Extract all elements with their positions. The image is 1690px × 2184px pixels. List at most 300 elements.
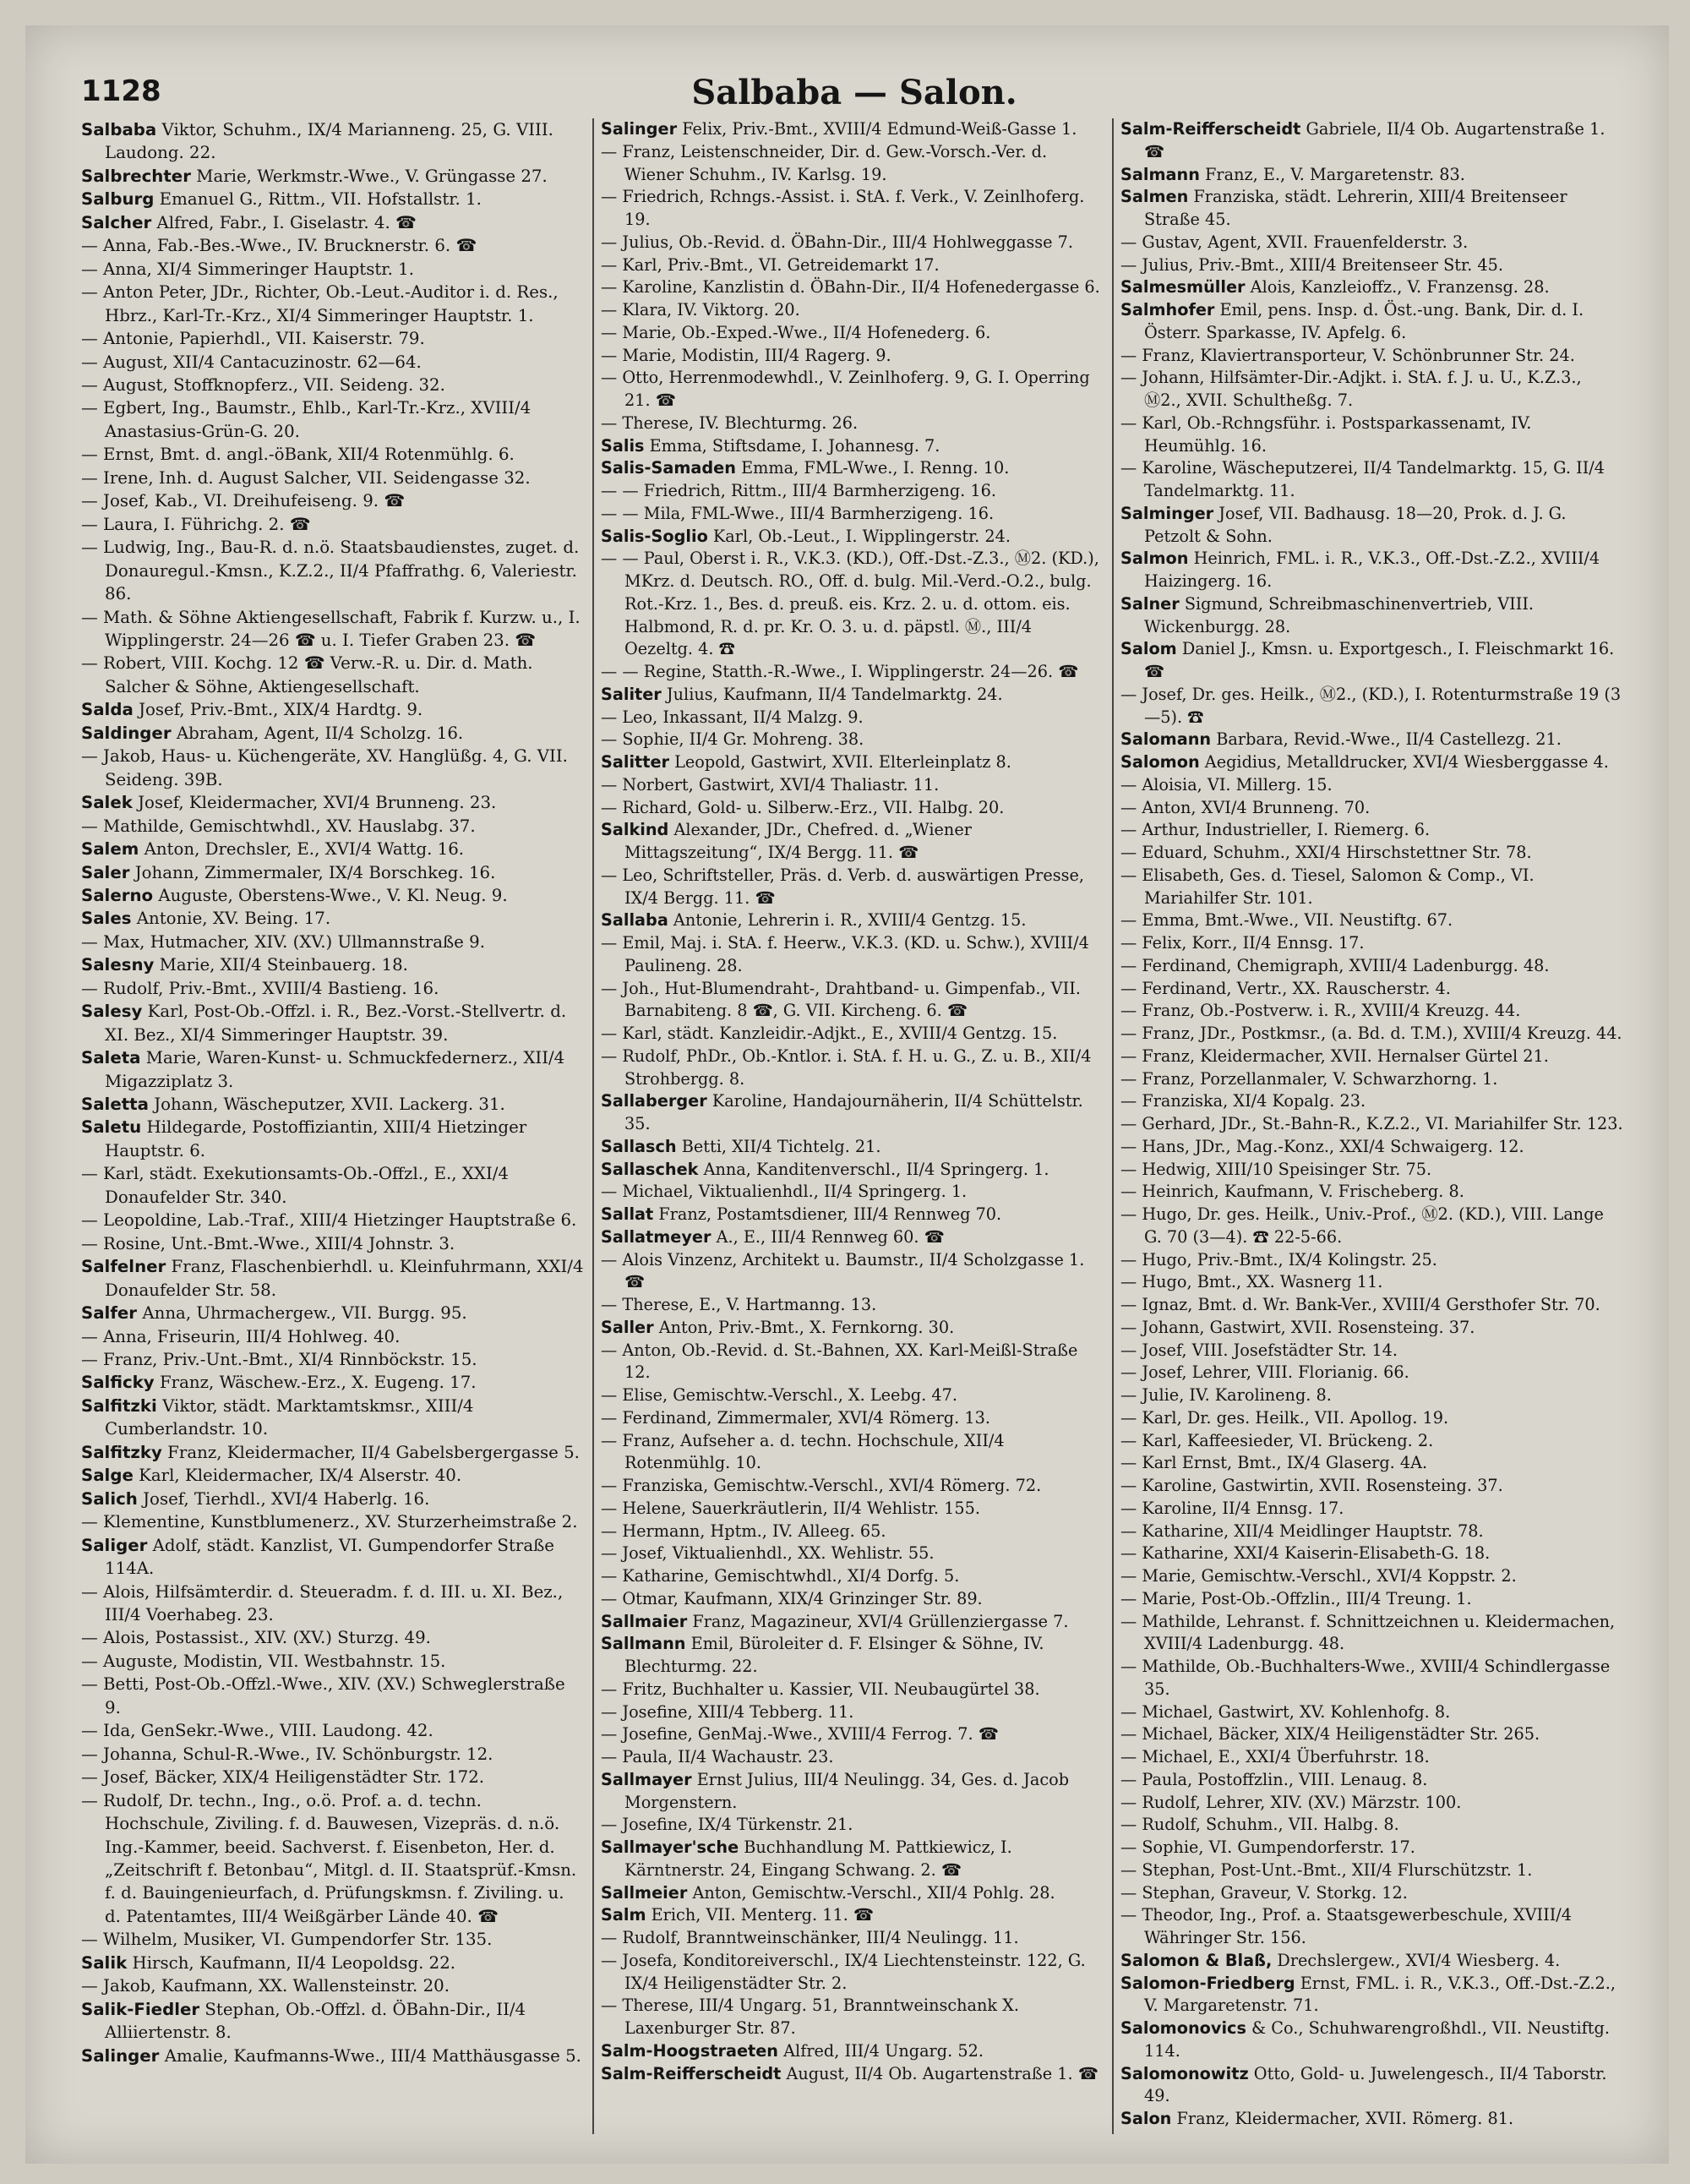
entry-details: — Karl, Priv.-Bmt., VI. Getreidemarkt 17. [601,254,940,275]
directory-entry [1120,1090,1623,1113]
directory-entry [1120,978,1623,1001]
entry-details: — Franz, Ob.-Postverw. i. R., XVIII/4 Kreuzg. 44. [1120,1001,1521,1021]
entry-details: Erich, VII. Menterg. 11. ☎ [646,1905,874,1925]
directory-entry [601,1565,1104,1588]
entry-details: — Julie, IV. Karolineng. 8. [1120,1385,1332,1405]
directory-entry [1120,1746,1623,1769]
entry-surname: Saleta [81,1048,141,1068]
entry-details: — Rudolf, Branntweinschänker, III/4 Neulingg. 11. [601,1928,1019,1947]
directory-entry [1120,1430,1623,1453]
entry-details: Betti, XII/4 Tichtelg. 21. [676,1136,881,1156]
directory-entry [601,1430,1104,1476]
entry-surname: Sallaschek [601,1159,699,1179]
entry-details: — Josefine, IX/4 Türkenstr. 21. [601,1815,853,1835]
entry-surname: Salis-Samaden [601,458,736,478]
directory-entry [1120,1113,1623,1136]
directory-entry [601,1204,1104,1226]
directory-entry [81,118,584,165]
entry-details: Leopold, Gastwirt, XVII. Elterleinplatz 8. [669,752,1011,772]
directory-entry [601,774,1104,797]
entry-details: Anton, Drechsler, E., XVI/4 Wattg. 16. [139,839,465,860]
directory-entry [1120,593,1623,639]
directory-entry [81,188,584,210]
directory-entry [601,819,1104,865]
entry-surname: Salon [1120,2109,1172,2128]
directory-entry [81,838,584,860]
directory-entry [1120,1204,1623,1249]
entry-details: — Franziska, XI/4 Kopalg. 23. [1120,1091,1366,1111]
directory-entry [1120,1950,1623,1973]
entry-surname: Saletta [81,1095,149,1115]
directory-entry [601,435,1104,458]
entry-surname: Salis-Soglio [601,526,708,546]
directory-entry [81,2045,584,2067]
directory-entry [1120,503,1623,549]
directory-entry [81,1255,584,1302]
directory-entry [601,932,1104,978]
entry-details: — Ludwig, Ing., Bau-R. d. n.ö. Staatsbaudienstes, zuget. d. Donauregul.-Kmsn., K.Z.2., II/4 Pfaffrathg. 6, Valeriestr. 86. [81,538,580,604]
entry-surname: Salerno [81,885,154,905]
entry-details: Antonie, XV. Being. 17. [131,909,331,929]
directory-entry [1120,186,1623,232]
directory-entry [1120,1814,1623,1837]
directory-entry [601,1226,1104,1249]
entry-details: Amalie, Kaufmanns-Wwe., III/4 Matthäusgasse 5. [159,2045,581,2066]
entry-details: — Ferdinand, Vertr., XX. Rauscherstr. 4. [1120,978,1451,998]
directory-entry [601,1633,1104,1679]
entry-details: — Karoline, Gastwirtin, XVII. Rosensteing. 37. [1120,1476,1503,1495]
directory-entry [1120,955,1623,978]
entry-surname: Salesny [81,955,155,975]
entry-surname: Sallmeier [601,1882,688,1903]
entry-surname: Salis [601,435,645,456]
entry-details: — Franz, Leistenschneider, Dir. d. Gew.-Vorsch.-Ver. d. Wiener Schuhm., IV. Karlsg. 19. [601,141,1048,184]
directory-entry [1120,729,1623,751]
entry-details: — Therese, IV. Blechturmg. 26. [601,412,859,433]
entry-details: — Anton, XVI/4 Brunneng. 70. [1120,797,1371,817]
directory-entry [601,2063,1104,2086]
entry-details: — Alois, Postassist., XIV. (XV.) Sturzg. 49. [81,1628,431,1648]
entry-details: — Karl, Dr. ges. Heilk., VII. Apollog. 19. [1120,1407,1449,1428]
entry-details: — Julius, Priv.-Bmt., XIII/4 Breitenseer Str. 45. [1120,254,1503,275]
directory-entry [601,2040,1104,2063]
directory-entry [1120,1340,1623,1362]
directory-entry [1120,1452,1623,1475]
entry-surname: Salm-Hoogstraeten [601,2040,779,2061]
entry-details: — Jakob, Kaufmann, XX. Wallensteinstr. 20. [81,1976,450,1996]
directory-entry [81,165,584,188]
directory-entry [81,1116,584,1162]
entry-details: Auguste, Oberstens-Wwe., V. Kl. Neug. 9. [153,885,508,905]
directory-entry [601,299,1104,322]
directory-entry [601,1882,1104,1905]
entry-surname: Saler [81,862,130,882]
directory-entry [601,1498,1104,1521]
entry-details: — Rudolf, Dr. techn., Ing., o.ö. Prof. a. d. techn. Hochschule, Ziviling. f. d. Bauwesen, Vizepräs. d. n.ö. Ing.-Kammer, beeid. Sachverst. f. Eisenbeton, Her. d. „Zeitschrift f. Betonbau“, Mitgl. d. II. Staatsprüf.-Kmsn. f. d. Bauingenieurfach, d. Prüfungskmsn. f. Ziviling. u. d. Patentamtes, III/4 Weißgärber Lände 40. ☎ [81,1790,577,1926]
directory-entry [601,1317,1104,1340]
entry-details: — Gerhard, JDr., St.-Bahn-R., K.Z.2., VI. Mariahilfer Str. 123. [1120,1114,1623,1133]
entry-surname: Salich [81,1488,138,1509]
entry-details: — Rudolf, Schuhm., VII. Halbg. 8. [1120,1815,1399,1835]
entry-surname: Sallmaier [601,1611,688,1631]
entry-details: Karl, Post-Ob.-Offzl. i. R., Bez.-Vorst.-Stellvertr. d. XI. Bez., XI/4 Simmeringer Hauptstr. 39. [105,1002,567,1045]
entry-details: — Anna, Friseurin, III/4 Hohlweg. 40. [81,1326,401,1346]
entry-surname: Sallmayer'sche [601,1837,739,1857]
entry-details: Josef, Tierhdl., XVI/4 Haberlg. 16. [137,1488,430,1509]
directory-entry [81,1626,584,1649]
directory-entry [601,1090,1104,1136]
entry-surname: Salinger [81,2045,160,2066]
entry-details: — Karl, Kaffeesieder, VI. Brückeng. 2. [1120,1430,1434,1450]
directory-entry [81,1534,584,1581]
entry-details: — Michael, E., XXI/4 Überfuhrstr. 18. [1120,1747,1430,1766]
entry-details: Franz, Wäschew.-Erz., X. Eugeng. 17. [154,1373,477,1393]
entry-details: Emil, Büroleiter d. F. Elsinger & Söhne, IV. Blechturmg. 22. [624,1634,1044,1676]
entry-details: — Ida, GenSekr.-Wwe., VIII. Laudong. 42. [81,1721,433,1741]
entry-details: — Gustav, Agent, XVII. Frauenfelderstr. 3. [1120,232,1469,252]
entry-details: Franz, E., V. Margaretenstr. 83. [1199,164,1465,184]
directory-entry [1120,2108,1623,2131]
entry-details: — Antonie, Papierhdl., VII. Kaiserstr. 79. [81,329,425,349]
entry-details: — Karl, städt. Kanzleidir.-Adjkt., E., XVIII/4 Gentzg. 15. [601,1024,1058,1043]
entry-surname: Salomonowitz [1120,2063,1249,2083]
directory-entry [1120,1317,1623,1340]
entry-details: Emma, FML-Wwe., I. Renng. 10. [735,458,1010,478]
entry-details: — — Friedrich, Rittm., III/4 Barmherzigeng. 16. [601,481,996,500]
directory-entry [601,707,1104,729]
directory-entry [601,909,1104,932]
directory-entry [81,1162,584,1209]
directory-entry [1120,909,1623,932]
entry-surname: Salfitzki [81,1395,157,1416]
directory-entry [81,1928,584,1951]
entry-details: Josef, Kleidermacher, XVI/4 Brunneng. 23. [132,793,497,813]
directory-entry [601,751,1104,774]
entry-surname: Salek [81,793,133,813]
entry-details: Franz, Postamtsdiener, III/4 Rennweg 70. [653,1204,1002,1224]
entry-details: Alfred, III/4 Ungarg. 52. [778,2040,984,2061]
entry-surname: Sales [81,909,132,929]
entry-surname: Salburg [81,189,155,210]
entry-details: — Laura, I. Führichg. 2. ☎ [81,514,311,534]
entry-surname: Salmann [1120,164,1200,184]
directory-entry [601,661,1104,684]
directory-entry [1120,1588,1623,1611]
directory-entry [81,1464,584,1487]
directory-entry [601,729,1104,751]
directory-entry [601,141,1104,187]
entry-details: — Math. & Söhne Aktiengesellschaft, Fabrik f. Kurzw. u., I. Wipplingerstr. 24—26 ☎ u. I. Tiefer Graben 23. ☎ [81,607,581,650]
directory-entry [81,281,584,327]
entry-details: — Therese, E., V. Hartmanng. 13. [601,1295,877,1314]
directory-entry [1120,1656,1623,1701]
entry-details: — Karoline, Kanzlistin d. ÖBahn-Dir., II/4 Hofenedergasse 6. [601,277,1100,298]
entry-surname: Salom [1120,639,1177,659]
directory-entry [81,1488,584,1510]
entry-surname: Salik [81,1952,128,1973]
directory-entry [81,953,584,976]
directory-entry [81,1974,584,1997]
directory-entry [1120,1294,1623,1317]
entry-details: — Leo, Schriftsteller, Präs. d. Verb. d. auswärtigen Presse, IX/4 Bergg. 11. ☎ [601,865,1085,908]
entry-details: Anton, Gemischtw.-Verschl., XII/4 Pohlg. 28. [687,1882,1055,1903]
directory-entry [1120,1565,1623,1588]
entry-surname: Salda [81,700,134,720]
entry-details: Abraham, Agent, II/4 Scholzg. 16. [171,723,464,743]
directory-entry [81,977,584,1000]
entry-details: — Josefa, Konditoreiverschl., IX/4 Liechtensteinstr. 122, G. IX/4 Heiligenstädter Str. 2. [601,1950,1086,1993]
directory-entry [81,443,584,466]
entry-details: — Paula, Postoffzlin., VIII. Lenaug. 8. [1120,1769,1428,1789]
entry-details: — Hans, JDr., Mag.-Konz., XXI/4 Schwaigerg. 12. [1120,1136,1524,1156]
directory-entry [81,513,584,536]
directory-entry [601,797,1104,820]
entry-details: — Rosine, Unt.-Bmt.-Wwe., XIII/4 Johnstr. 3. [81,1233,455,1253]
directory-entry [1120,1837,1623,1859]
entry-details: — Franz, JDr., Postkmsr., (a. Bd. d. T.M.), XVIII/4 Kreuzg. 44. [1120,1024,1622,1043]
directory-entry [601,1723,1104,1746]
directory-entry [601,118,1104,141]
directory-entry [81,791,584,814]
entry-details: — Emma, Bmt.-Wwe., VII. Neustiftg. 67. [1120,910,1453,931]
column-3 [1120,118,1623,2134]
directory-entry [81,745,584,791]
entry-details: — Marie, Gemischtw.-Verschl., XVI/4 Koppstr. 2. [1120,1566,1517,1586]
entry-surname: Salm-Reifferscheidt [1120,119,1301,139]
directory-entry [1120,932,1623,955]
directory-entry [81,211,584,234]
entry-details: Karl, Ob.-Leut., I. Wipplingerstr. 24. [707,526,1011,546]
directory-entry [1120,299,1623,345]
directory-entry [601,345,1104,368]
entry-details: — Julius, Ob.-Revid. d. ÖBahn-Dir., III/4 Hohlweggasse 7. [601,232,1074,252]
entry-details: — Otmar, Kaufmann, XIX/4 Grinzinger Str. 89. [601,1588,983,1608]
directory-entry [1120,1046,1623,1068]
entry-details: Emil, pens. Insp. d. Öst.-ung. Bank, Dir. d. I. Österr. Sparkasse, IV. Apfelg. 6. [1144,300,1584,342]
entry-details: Ernst Julius, III/4 Neulingg. 34, Ges. d. Jacob Morgenstern. [624,1769,1070,1812]
directory-entry [1120,1882,1623,1905]
directory-entry [81,1441,584,1464]
entry-details: — Rudolf, Priv.-Bmt., XVIII/4 Bastieng. 16. [81,978,439,998]
entry-details: — Hugo, Priv.-Bmt., IX/4 Kolingstr. 25. [1120,1249,1437,1269]
entry-details: Karl, Kleidermacher, IX/4 Alserstr. 40. [133,1466,462,1486]
entry-details: Emma, Stiftsdame, I. Johannesg. 7. [644,435,940,456]
directory-entry [1120,2017,1623,2063]
directory-entry [601,1679,1104,1701]
directory-entry [81,698,584,721]
directory-entry [81,1581,584,1627]
directory-entry [1120,1701,1623,1724]
entry-details: — Anton Peter, JDr., Richter, Ob.-Leut.-Auditor i. d. Res., Hbrz., Karl-Tr.-Krz., XI/4 Simmeringer Hauptstr. 1. [81,282,559,325]
entry-surname: Saletu [81,1117,142,1138]
entry-details: — Josefine, GenMaj.-Wwe., XVIII/4 Ferrog. 7. ☎ [601,1724,999,1744]
entry-details: — Johann, Hilfsämter-Dir.-Adjkt. i. StA. f. J. u. U., K.Z.3., Ⓜ2., XVII. Schultheßg. 7. [1120,368,1582,410]
entry-details: — Marie, Post-Ob.-Offzlin., III/4 Treung. 1. [1120,1588,1472,1608]
directory-entry [81,1673,584,1719]
entry-surname: Sallatmeyer [601,1226,711,1247]
entry-details: — Theodor, Ing., Prof. a. Staatsgewerbeschule, XVIII/4 Währinger Str. 156. [1120,1905,1573,1947]
entry-details: Alfred, Fabr., I. Giselastr. 4. ☎ [151,212,417,232]
entry-details: Alexander, JDr., Chefred. d. „Wiener Mittagszeitung“, IX/4 Bergg. 11. ☎ [624,820,972,862]
directory-entry [81,234,584,257]
entry-details: — Hugo, Bmt., XX. Wasnerg 11. [1120,1272,1383,1292]
entry-details: — Elise, Gemischtw.-Verschl., X. Leebg. 47. [601,1385,957,1405]
entry-details: — Egbert, Ing., Baumstr., Ehlb., Karl-Tr.-Krz., XVIII/4 Anastasius-Grün-G. 20. [81,398,532,441]
entry-details: Franz, Kleidermacher, II/4 Gabelsbergergasse 5. [161,1442,580,1462]
entry-details: — Auguste, Modistin, VII. Westbahnstr. 15. [81,1651,446,1671]
directory-entry [601,503,1104,526]
entry-details: — Franz, Priv.-Unt.-Bmt., XI/4 Rinnböckstr. 15. [81,1350,477,1370]
entry-details: — Klementine, Kunstblumenerz., XV. Sturzerheimstraße 2. [81,1512,578,1532]
entry-details: — Josef, VIII. Josefstädter Str. 14. [1120,1340,1398,1360]
directory-entry [601,1340,1104,1385]
directory-entry [1120,345,1623,368]
entry-surname: Sallasch [601,1136,677,1156]
directory-entry [81,374,584,396]
directory-entry [601,1159,1104,1182]
entry-details: Anna, Kanditenverschl., II/4 Springerg. 1. [698,1159,1049,1179]
directory-entry [601,1611,1104,1634]
entry-details: Buchhandlung M. Pattkiewicz, I. Kärntnerstr. 24, Eingang Schwang. 2. ☎ [624,1837,1012,1880]
entry-details: — Stephan, Graveur, V. Storkg. 12. [1120,1882,1408,1903]
directory-entry [1120,1723,1623,1746]
entry-details: Adolf, städt. Kanzlist, VI. Gumpendorfer Straße 114A. [105,1535,554,1579]
entry-surname: Salomon-Friedberg [1120,1973,1295,1993]
directory-entry [601,1407,1104,1430]
entry-details: — Aloisia, VI. Millerg. 15. [1120,774,1333,794]
directory-entry [601,1814,1104,1837]
directory-entry [81,1789,584,1929]
entry-details: — Michael, Viktualienhdl., II/4 Springerg. 1. [601,1182,968,1202]
directory-entry [601,1769,1104,1815]
directory-entry [81,1510,584,1533]
entry-surname: Salm-Reifferscheidt [601,2063,782,2083]
directory-entry [1120,457,1623,503]
entry-details: — Hedwig, XIII/10 Speisinger Str. 75. [1120,1159,1432,1179]
entry-details: — Paula, II/4 Wachaustr. 23. [601,1747,834,1766]
directory-entry [601,457,1104,480]
directory-entry [601,1521,1104,1543]
entry-surname: Salomann [1120,729,1212,750]
entry-surname: Sallaberger [601,1091,707,1111]
entry-details: Heinrich, FML. i. R., V.K.3., Off.-Dst.-Z.2., XVIII/4 Haizingerg. 16. [1144,549,1600,591]
directory-entry [1120,254,1623,277]
directory-entry [601,1904,1104,1927]
entry-surname: Salcher [81,212,152,232]
directory-entry [81,815,584,838]
entry-details: — Heinrich, Kaufmann, V. Frischeberg. 8. [1120,1182,1464,1202]
entry-details: — Karl, Ob.-Rchngsführ. i. Postsparkassenamt, IV. Heumühlg. 16. [1120,412,1532,456]
directory-entry [81,1325,584,1348]
entry-surname: Saldinger [81,723,172,743]
entry-details: Johann, Wäscheputzer, XVII. Lackerg. 31. [148,1095,505,1115]
entry-details: Alois, Kanzleioffz., V. Franzensg. 28. [1245,277,1550,298]
directory-entry [601,1181,1104,1204]
entry-details: — Stephan, Post-Unt.-Bmt., XII/4 Flurschützstr. 1. [1120,1859,1533,1880]
directory-entry [601,526,1104,549]
directory-entry [1120,1521,1623,1543]
directory-page [25,25,1669,2164]
entry-details: — Mathilde, Gemischtwhdl., XV. Hauslabg. 37. [81,816,476,836]
entry-details: Gabriele, II/4 Ob. Augartenstraße 1. ☎ [1144,119,1606,161]
entry-details: — Therese, III/4 Ungarg. 51, Branntweinschank X. Laxenburger Str. 87. [601,1996,1020,2038]
directory-entry [601,1588,1104,1611]
entry-details: August, II/4 Ob. Augartenstraße 1. ☎ [781,2063,1098,2083]
directory-entry [601,186,1104,232]
directory-entry [81,536,584,605]
entry-details: — Helene, Sauerkräutlerin, II/4 Wehlistr. 155. [601,1498,980,1518]
directory-entry [1120,1973,1623,2018]
entry-details: — Leo, Inkassant, II/4 Malzg. 9. [601,707,864,727]
entry-details: — Josef, Bäcker, XIX/4 Heiligenstädter Str. 172. [81,1767,485,1788]
entry-details: Karoline, Handajournäherin, II/4 Schüttelstr. 35. [624,1091,1083,1133]
directory-entry [81,1719,584,1742]
entry-details: — Irene, Inh. d. August Salcher, VII. Seidengasse 32. [81,467,531,488]
directory-entry [1120,118,1623,164]
entry-surname: Salge [81,1466,134,1486]
entry-details: — Franz, Kleidermacher, XVII. Hernalser Gürtel 21. [1120,1046,1549,1066]
entry-details: Franz, Kleidermacher, XVII. Römerg. 81. [1171,2109,1514,2128]
directory-entry [81,907,584,930]
entry-details: — Karl, städt. Exekutionsamts-Ob.-Offzl., E., XXI/4 Donaufelder Str. 340. [81,1164,509,1207]
directory-entry [1120,1249,1623,1272]
entry-details: Josef, VII. Badhausg. 18—20, Prok. d. J. G. Petzolt & Sohn. [1144,503,1567,546]
directory-entry [1120,1068,1623,1091]
entry-details: — Wilhelm, Musiker, VI. Gumpendorfer Str. 135. [81,1930,493,1950]
directory-entry [1120,819,1623,842]
directory-entry [601,1995,1104,2040]
entry-details: — — Mila, FML-Wwe., III/4 Barmherzigeng. 16. [601,503,995,523]
directory-entry [81,1348,584,1371]
directory-entry [601,978,1104,1024]
directory-entry [81,1232,584,1255]
entry-surname: Salbrechter [81,166,191,186]
directory-entry [81,351,584,374]
directory-entry [601,1294,1104,1317]
entry-details: Barbara, Revid.-Wwe., II/4 Castellezg. 21. [1211,729,1562,750]
directory-entry [81,258,584,281]
entry-details: — Michael, Gastwirt, XV. Kohlenhofg. 8. [1120,1701,1451,1722]
column-1 [81,118,584,2134]
directory-entry [81,722,584,745]
entry-details: — — Regine, Statth.-R.-Wwe., I. Wipplingerstr. 24—26. ☎ [601,662,1079,681]
directory-entry [1120,1407,1623,1430]
directory-entry [601,412,1104,435]
entry-details: — Ferdinand, Chemigraph, XVIII/4 Ladenburgg. 48. [1120,955,1550,975]
entry-details: — Franz, Klaviertransporteur, V. Schönbrunner Str. 24. [1120,345,1575,365]
directory-entry [601,1542,1104,1565]
entry-details: — Robert, VIII. Kochg. 12 ☎ Verw.-R. u. Dir. d. Math. Salcher & Söhne, Aktiengesellschaft. [81,653,533,696]
entry-details: — Arthur, Industrieller, I. Riemerg. 6. [1120,820,1431,840]
entry-surname: Salner [1120,593,1180,614]
entry-surname: Salomon [1120,752,1200,772]
entry-details: — Klara, IV. Viktorg. 20. [601,300,800,319]
entry-surname: Sallat [601,1204,654,1224]
entry-details: — Jakob, Haus- u. Küchengeräte, XV. Hanglüßg. 4, G. VII. Seideng. 39B. [81,746,568,789]
page-header [81,59,1627,110]
entry-details: — Josefine, XIII/4 Tebberg. 11. [601,1701,854,1722]
directory-entry [1120,1159,1623,1182]
entry-details: Marie, Waren-Kunst- u. Schmuckfedernerz., XII/4 Migazziplatz 3. [105,1048,565,1091]
entry-surname: Salesy [81,1002,143,1022]
entry-surname: Salkind [601,820,669,840]
entry-details: Otto, Gold- u. Juwelengesch., II/4 Taborstr. 49. [1144,2063,1607,2106]
entry-surname: Salitter [601,752,670,772]
entry-details: Sigmund, Schreibmaschinenvertrieb, VIII. Wickenburgg. 28. [1144,593,1535,636]
entry-details: Hirsch, Kaufmann, II/4 Leopoldsg. 22. [127,1952,456,1973]
directory-entry [81,606,584,652]
directory-entry [81,1046,584,1093]
